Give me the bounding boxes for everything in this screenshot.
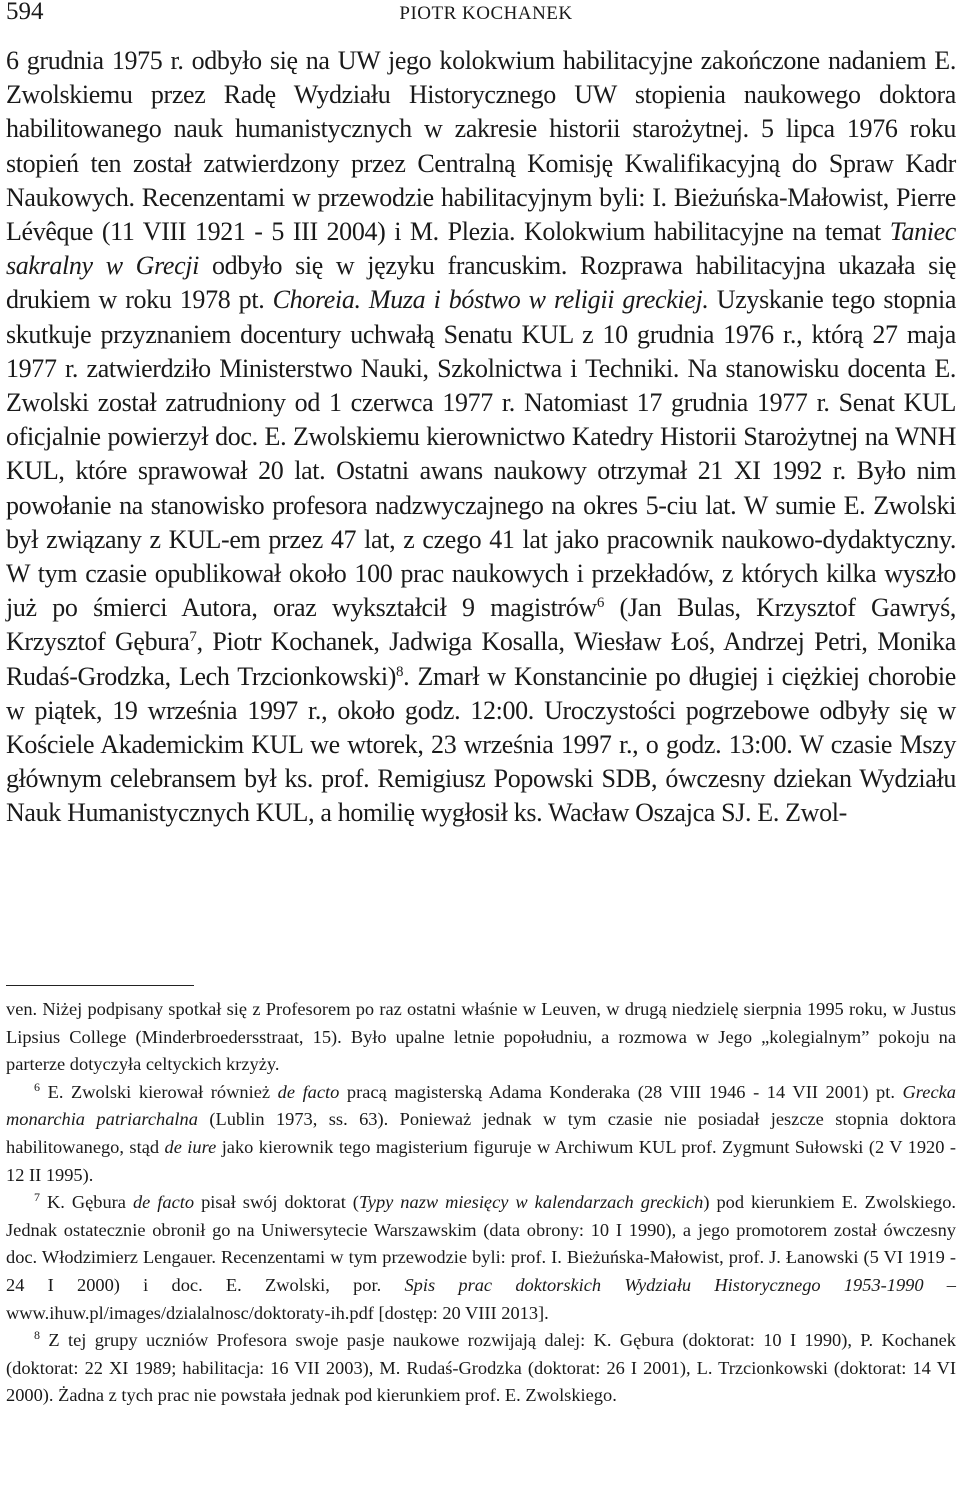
footnote-text: ) pod kierunkiem E. Zwolskiego. Jednak ostatecznie obronił go na Uniwersytecie Warszawskim (data obrony: 10 I 1990), a jego promotorem został ówczesny doc. Włodzimierz Lengauer. Recenzentami w tym przewodzie byli: prof. I. Bieżuńska-Małowist, prof. J. Łanowski (5 VI 1919 - 24 I 2000) i doc. E. Zwolski, por. bbox=[6, 1192, 957, 1295]
footnote-text: pisał swój doktorat ( bbox=[194, 1192, 359, 1213]
footnote-text: K. Gębura bbox=[40, 1192, 133, 1213]
footnote-separator bbox=[6, 985, 194, 986]
footnote-7 bbox=[6, 1189, 956, 1327]
footnote-text: Z tej grupy uczniów Profesora swoje pasje naukowe rozwijają dalej: K. Gębura (doktorat: 10 I 1990), P. Kochanek (doktorat: 22 XI 1989; habilitacja: 16 VII 2003), M. Rudaś-Grodzka (doktorat: 26 I 2001), L. Trzcionkowski (doktorat: 14 VI 2000). Żadna z tych prac nie powstała jednak pod kierunkiem prof. E. Zwolskiego. bbox=[6, 1330, 956, 1406]
body-text-segment: . Zmarł w Konstancinie po długiej i ciężkiej chorobie w piątek, 19 września 1997 r., około godz. 12:00. Uroczystości pogrzebowe odbyły się w Kościele Akademickim KUL we wtorek, 23 września 1997 r., o godz. 13:00. W czasie Mszy głównym celebransem był ks. prof. Remigiusz Popowski SDB, ówczesny dziekan Wydziału Nauk Humanistycznych KUL, a homilię wygłosił ks. Wacław Oszajca SJ. E. Zwol- bbox=[6, 661, 956, 828]
footnote-ref-7[interactable]: 7 bbox=[189, 629, 197, 646]
footnote-continuation: ven. Niżej podpisany spotkał się z Profesorem po raz ostatni właśnie w Leuven, w drugą niedzielę sierpnia 1995 roku, w Justus Lipsius College (Minderbroedersstraat, 15). Było upalne letnie popołudniu, a rozmowa w Jego „kolegialnym” pokoju na parterze dotyczyła celtyckich krzyży. bbox=[6, 999, 956, 1075]
footnote-italic: de facto bbox=[277, 1081, 340, 1102]
footnote-mark: 7 bbox=[34, 1190, 40, 1205]
footnote-ref-6[interactable]: 6 bbox=[596, 595, 604, 612]
footnote-6 bbox=[6, 1079, 956, 1189]
page-number: 594 bbox=[6, 0, 44, 25]
footnote-text: – www.ihuw.pl/images/dzialalnosc/doktoraty-ih.pdf [dostęp: 20 VIII 2013]. bbox=[6, 1274, 957, 1323]
body-italic-title: Taniec sakralny w Grecji bbox=[6, 217, 956, 281]
footnote-mark: 8 bbox=[34, 1328, 40, 1343]
footnote-italic: Spis prac doktorskich Wydziału Historycznego 1953-1990 bbox=[404, 1274, 924, 1295]
body-text-segment: (Jan Bulas, Krzysztof Gawryś, Krzysztof Gębura bbox=[6, 593, 956, 657]
body-text-segment: odbyło się w języku francuskim. Rozprawa habilitacyjna ukazała się drukiem w roku 1978 pt. bbox=[6, 251, 957, 315]
footnote-italic: de iure bbox=[164, 1136, 217, 1157]
footnotes-section bbox=[6, 996, 956, 1410]
footnote-8 bbox=[6, 1327, 956, 1410]
footnote-italic: Typy nazw miesięcy w kalendarzach greckich bbox=[358, 1192, 704, 1213]
footnote-ref-8[interactable]: 8 bbox=[396, 663, 404, 680]
body-italic-title: Choreia. Muza i bóstwo w religii greckiej. bbox=[272, 285, 709, 315]
footnote-italic: Grecka monarchia patriarchalna bbox=[6, 1081, 956, 1130]
footnote-text: E. Zwolski kierował również bbox=[40, 1081, 278, 1102]
main-paragraph bbox=[6, 44, 956, 831]
footnote-text: jako kierownik tego magisterium figuruje w Archiwum KUL prof. Zygmunt Sułowski (2 V 1920 - 12 II 1995). bbox=[6, 1136, 956, 1185]
footnote-italic: de facto bbox=[132, 1192, 195, 1213]
footnote-text: (Lublin 1973, ss. 63). Ponieważ jednak w tym czasie nie posiadał jeszcze stopnia doktora habilitowanego, stąd bbox=[6, 1109, 956, 1157]
running-head: PIOTR KOCHANEK bbox=[399, 3, 573, 24]
footnote-mark: 6 bbox=[34, 1079, 40, 1094]
body-text-segment: Uzyskanie tego stopnia skutkuje przyznaniem docentury uchwałą Senatu KUL z 10 grudnia 1976 r., którą 27 maja 1977 r. zatwierdziło Ministerstwo Nauki, Szkolnictwa i Techniki. Na stanowisku docenta E. Zwolski został zatrudniony od 1 czerwca 1977 r. Natomiast 17 grudnia 1977 r. Senat KUL oficjalnie powierzył doc. E. Zwolskiemu kierownictwo Katedry Historii Starożytnej na WNH KUL, które sprawował 20 lat. Ostatni awans naukowy otrzymał 21 XI 1992 r. Było nim powołanie na stanowisko profesora nadzwyczajnego na okres 5-ciu lat. W sumie E. Zwolski był związany z KUL-em przez 47 lat, z czego 41 lat jako pracownik naukowo-dydaktyczny. W tym czasie opublikował około 100 prac naukowych i przekładów, z których kilka wyszło już po śmierci Autora, oraz wykształcił 9 magistrów bbox=[6, 285, 957, 623]
footnote-text: pracą magisterską Adama Konderaka (28 VIII 1946 - 14 VII 2001) pt. bbox=[339, 1081, 903, 1102]
body-text-segment: , Piotr Kochanek, Jadwiga Kosalla, Wiesław Łoś, Andrzej Petri, Monika Rudaś-Grodzka, Lech Trzcionkowski) bbox=[6, 627, 956, 691]
body-text-segment: 6 grudnia 1975 r. odbyło się na UW jego kolokwium habilitacyjne zakończone nadaniem E. Zwolskiemu przez Radę Wydziału Historycznego UW stopienia naukowego doktora habilitowanego nauk humanistycznych w zakresie historii starożytnej. 5 lipca 1976 roku stopień ten został zatwierdzony przez Centralną Komisję Kwalifikacyjną do Spraw Kadr Naukowych. Recenzentami w przewodzie habilitacyjnym byli: I. Bieżuńska-Małowist, Pierre Lévêque (11 VIII 1921 - 5 III 2004) i M. Plezia. Kolokwium habilitacyjne na temat bbox=[6, 46, 956, 247]
page-header bbox=[6, 0, 956, 28]
